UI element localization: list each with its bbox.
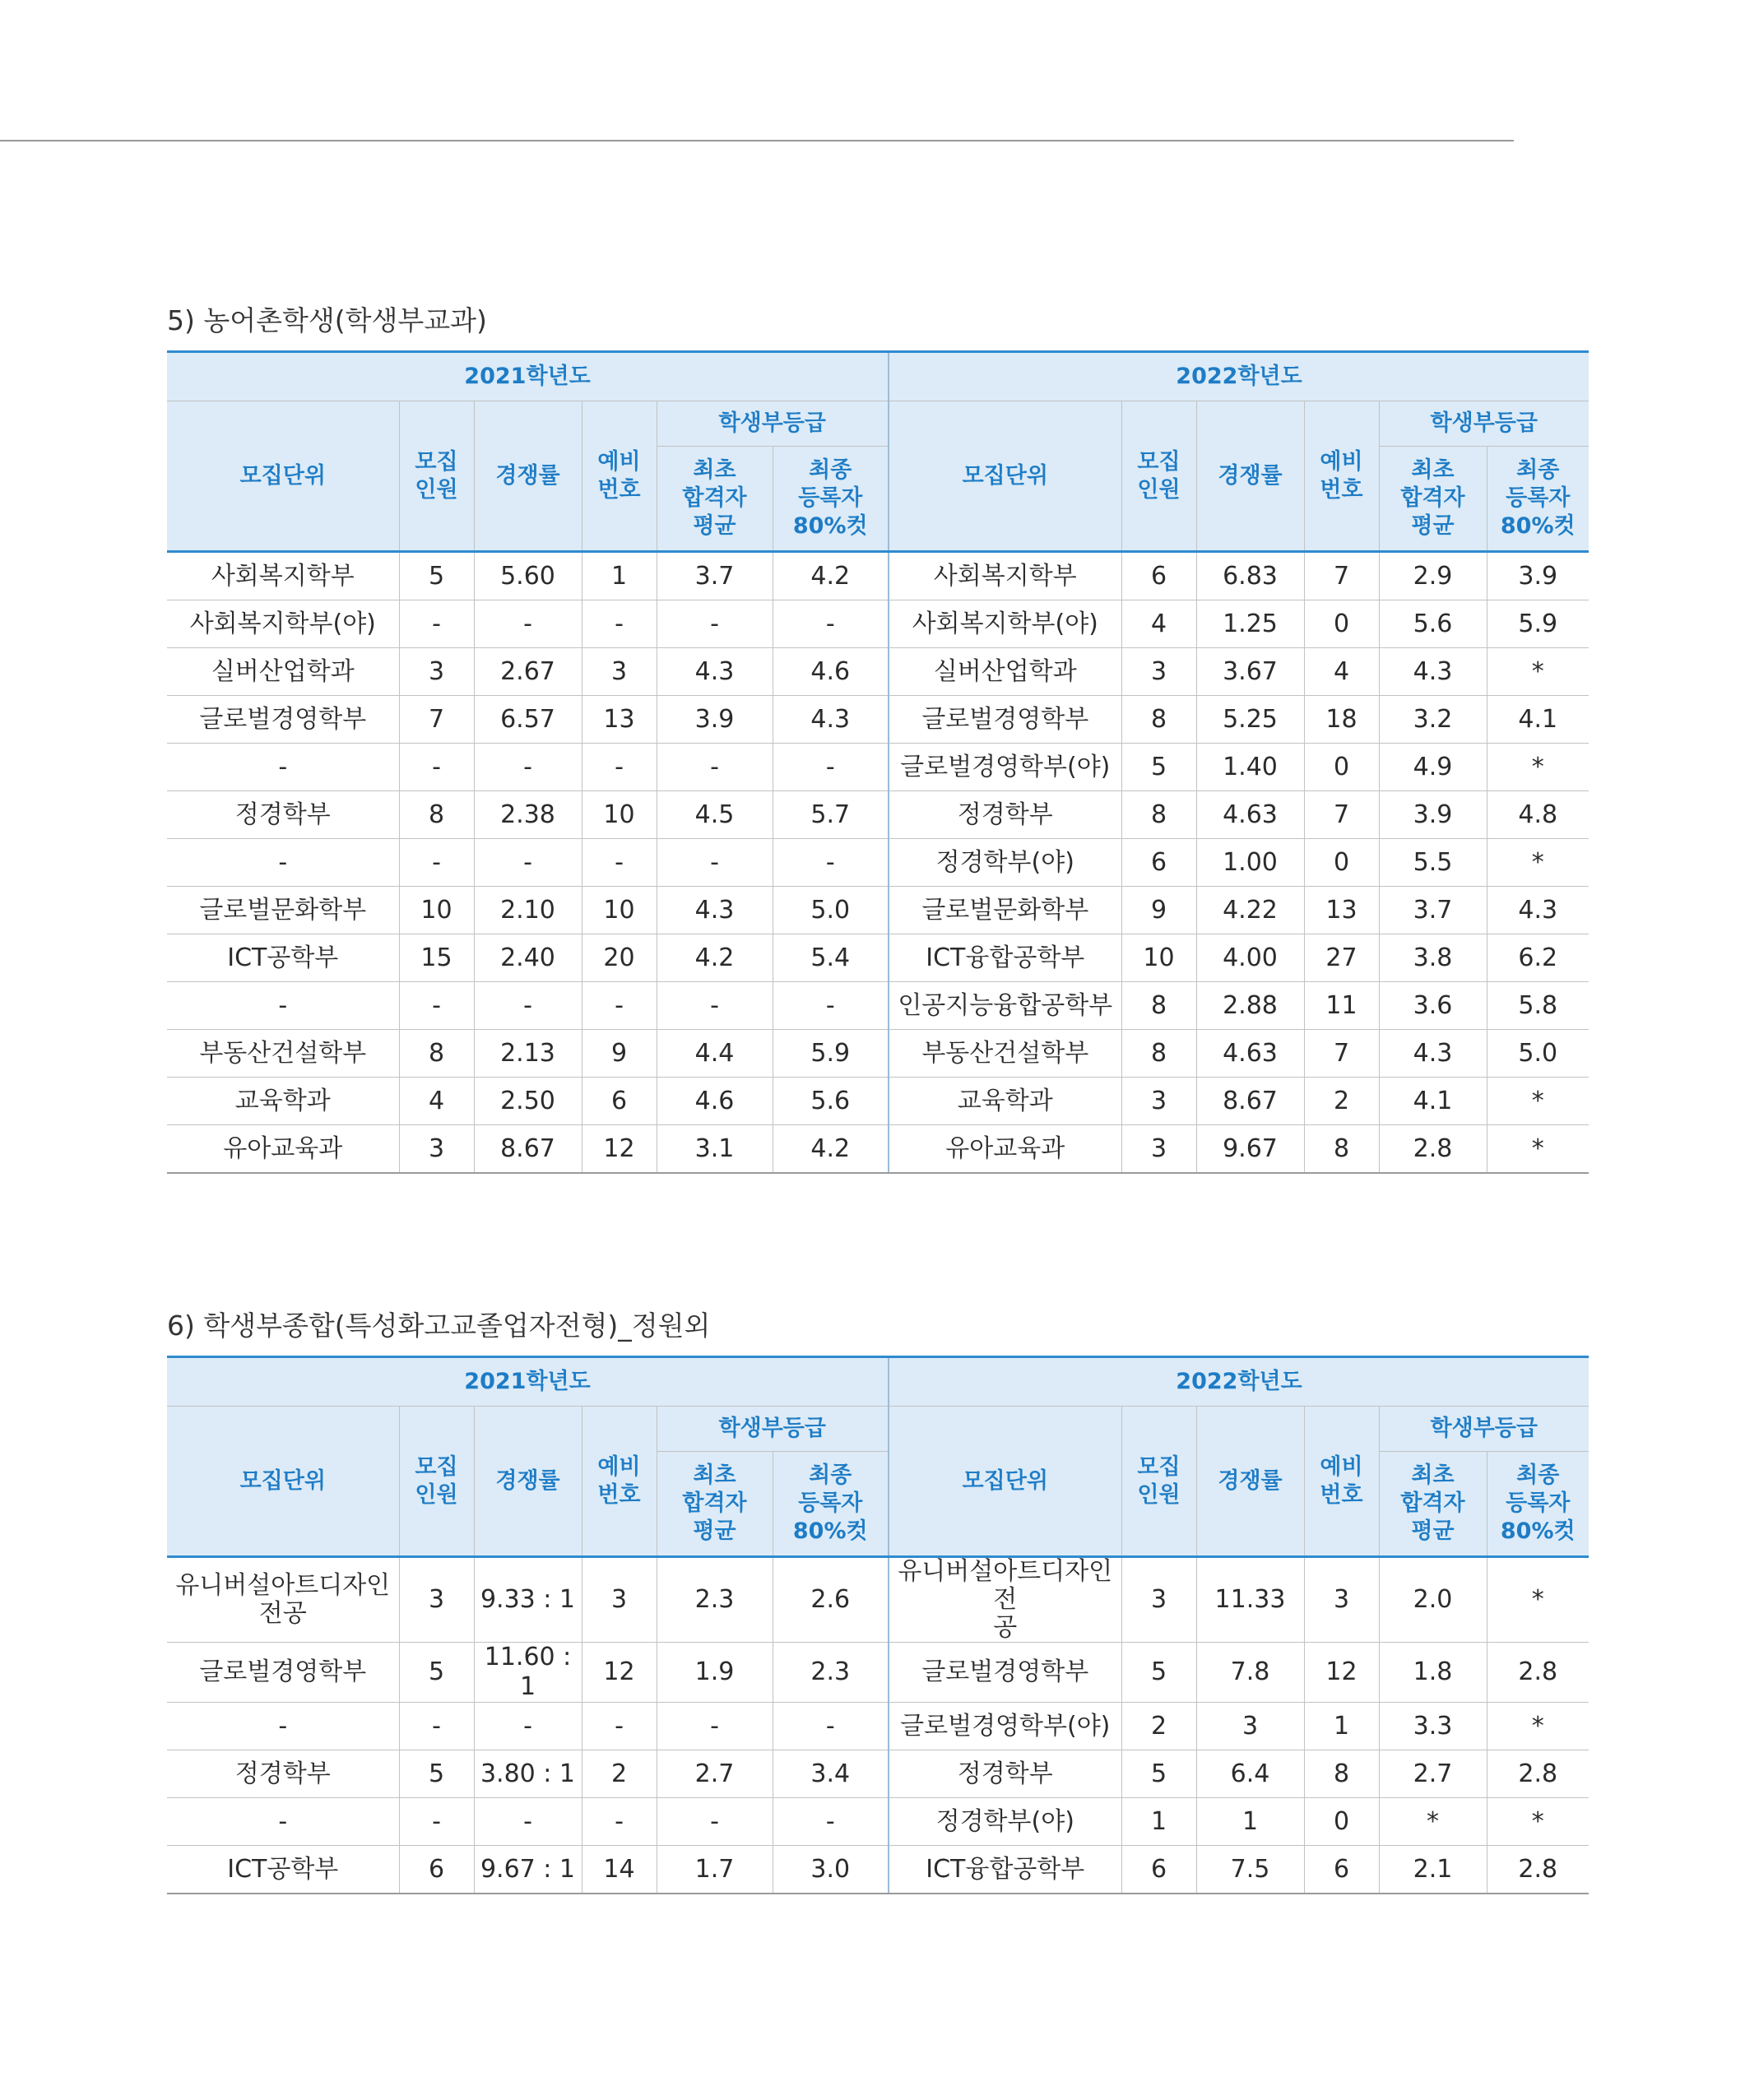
- unit-cell: 사회복지학부(야): [167, 600, 399, 648]
- value-cell: 5.8: [1487, 982, 1589, 1030]
- value-cell: 2.13: [474, 1030, 582, 1078]
- table-row: [167, 887, 1589, 934]
- value-cell: 3: [399, 648, 474, 696]
- unit-cell: 실버산업학과: [167, 648, 399, 696]
- value-cell: 7.8: [1196, 1643, 1304, 1703]
- unit-cell: 글로벌경영학부: [889, 696, 1121, 744]
- value-cell: 5.5: [1379, 839, 1487, 887]
- value-cell: -: [474, 982, 582, 1030]
- unit-cell: ICT공학부: [167, 1846, 399, 1894]
- value-cell: 3.3: [1379, 1703, 1487, 1750]
- value-cell: 3.80 : 1: [474, 1750, 582, 1798]
- value-cell: 6.83: [1196, 552, 1304, 600]
- value-cell: -: [773, 600, 889, 648]
- unit-cell: 인공지능융합공학부: [889, 982, 1121, 1030]
- table-body: [167, 1557, 1589, 1894]
- value-cell: 6: [1121, 839, 1196, 887]
- unit-cell: 부동산건설학부: [889, 1030, 1121, 1078]
- value-cell: 11: [1304, 982, 1379, 1030]
- table-row: [167, 1750, 1589, 1798]
- value-cell: -: [399, 982, 474, 1030]
- value-cell: -: [582, 744, 657, 791]
- unit-cell: 정경학부(야): [889, 1798, 1121, 1846]
- table-row: [167, 1798, 1589, 1846]
- value-cell: 4.63: [1196, 1030, 1304, 1078]
- value-cell: 8: [1121, 791, 1196, 839]
- value-cell: *: [1487, 1557, 1589, 1643]
- value-cell: 2: [582, 1750, 657, 1798]
- unit-cell: 정경학부: [167, 791, 399, 839]
- first-avg-header: 최초 합격자 평균: [1379, 447, 1487, 552]
- value-cell: -: [474, 744, 582, 791]
- value-cell: 3.7: [1379, 887, 1487, 934]
- value-cell: 4.3: [657, 648, 773, 696]
- unit-cell: 유니버설아트디자인 전공: [167, 1557, 399, 1643]
- value-cell: 14: [582, 1846, 657, 1894]
- value-cell: -: [773, 839, 889, 887]
- unit-cell: -: [167, 839, 399, 887]
- value-cell: 6.2: [1487, 934, 1589, 982]
- value-cell: 2.10: [474, 887, 582, 934]
- recruit-header: 모집 인원: [1121, 401, 1196, 552]
- value-cell: -: [582, 1798, 657, 1846]
- section-title: 5) 농어촌학생(학생부교과): [167, 304, 487, 336]
- value-cell: 4.3: [773, 696, 889, 744]
- value-cell: -: [474, 1798, 582, 1846]
- value-cell: 3.2: [1379, 696, 1487, 744]
- value-cell: -: [474, 600, 582, 648]
- value-cell: -: [773, 1798, 889, 1846]
- value-cell: 3.1: [657, 1125, 773, 1174]
- value-cell: 1.7: [657, 1846, 773, 1894]
- value-cell: 4: [399, 1078, 474, 1125]
- value-cell: 9.33 : 1: [474, 1557, 582, 1643]
- unit-cell: 정경학부: [167, 1750, 399, 1798]
- value-cell: 4.22: [1196, 887, 1304, 934]
- value-cell: 2.0: [1379, 1557, 1487, 1643]
- value-cell: 3: [1196, 1703, 1304, 1750]
- value-cell: -: [399, 1798, 474, 1846]
- value-cell: *: [1487, 839, 1589, 887]
- value-cell: 11.60 : 1: [474, 1643, 582, 1703]
- value-cell: 7.5: [1196, 1846, 1304, 1894]
- value-cell: 3: [399, 1125, 474, 1174]
- recruit-header: 모집 인원: [1121, 1407, 1196, 1557]
- value-cell: -: [773, 1703, 889, 1750]
- table-row: [167, 1703, 1589, 1750]
- value-cell: 1: [1304, 1703, 1379, 1750]
- final-cut-header: 최종 등록자 80%컷: [1487, 1452, 1589, 1557]
- value-cell: 4.4: [657, 1030, 773, 1078]
- value-cell: -: [773, 982, 889, 1030]
- table-row: [167, 1643, 1589, 1703]
- value-cell: 2.3: [657, 1557, 773, 1643]
- value-cell: *: [1487, 1703, 1589, 1750]
- value-cell: 6: [1121, 1846, 1196, 1894]
- value-cell: 6.4: [1196, 1750, 1304, 1798]
- value-cell: 2.6: [773, 1557, 889, 1643]
- value-cell: 2.8: [1487, 1643, 1589, 1703]
- table-row: [167, 839, 1589, 887]
- value-cell: 3: [399, 1557, 474, 1643]
- value-cell: 8: [1121, 982, 1196, 1030]
- value-cell: 7: [1304, 791, 1379, 839]
- unit-cell: 글로벌경영학부(야): [889, 1703, 1121, 1750]
- unit-header: 모집단위: [167, 401, 399, 552]
- waitlist-header: 예비 번호: [1304, 1407, 1379, 1557]
- value-cell: 2.9: [1379, 552, 1487, 600]
- waitlist-header: 예비 번호: [582, 401, 657, 552]
- unit-cell: 사회복지학부: [167, 552, 399, 600]
- value-cell: -: [399, 1703, 474, 1750]
- value-cell: 6: [1121, 552, 1196, 600]
- value-cell: 9.67 : 1: [474, 1846, 582, 1894]
- unit-cell: ICT융합공학부: [889, 934, 1121, 982]
- unit-cell: 실버산업학과: [889, 648, 1121, 696]
- value-cell: 2: [1304, 1078, 1379, 1125]
- value-cell: 13: [1304, 887, 1379, 934]
- final-cut-header: 최종 등록자 80%컷: [773, 1452, 889, 1557]
- value-cell: 0: [1304, 1798, 1379, 1846]
- value-cell: 9: [1121, 887, 1196, 934]
- value-cell: 3: [1121, 1125, 1196, 1174]
- competition-header: 경쟁률: [1196, 401, 1304, 552]
- value-cell: 3: [1121, 648, 1196, 696]
- first-avg-header: 최초 합격자 평균: [1379, 1452, 1487, 1557]
- value-cell: 6: [1304, 1846, 1379, 1894]
- unit-cell: 유아교육과: [889, 1125, 1121, 1174]
- year-2021-header: 2021학년도: [167, 1357, 889, 1407]
- value-cell: 0: [1304, 839, 1379, 887]
- unit-header: 모집단위: [889, 1407, 1121, 1557]
- value-cell: 4.5: [657, 791, 773, 839]
- competition-header: 경쟁률: [474, 1407, 582, 1557]
- value-cell: 3: [582, 648, 657, 696]
- unit-cell: 부동산건설학부: [167, 1030, 399, 1078]
- value-cell: 1.40: [1196, 744, 1304, 791]
- section-title: 6) 학생부종합(특성화고교졸업자전형)_정원외: [167, 1310, 711, 1342]
- grade-group-header: 학생부등급: [1379, 401, 1589, 447]
- value-cell: 4.2: [773, 1125, 889, 1174]
- value-cell: 2.8: [1487, 1846, 1589, 1894]
- value-cell: 2.88: [1196, 982, 1304, 1030]
- unit-cell: 사회복지학부: [889, 552, 1121, 600]
- value-cell: -: [657, 600, 773, 648]
- value-cell: 3.8: [1379, 934, 1487, 982]
- unit-cell: -: [167, 744, 399, 791]
- table-row: [167, 1125, 1589, 1174]
- value-cell: 5.7: [773, 791, 889, 839]
- value-cell: 4.9: [1379, 744, 1487, 791]
- value-cell: 3.9: [657, 696, 773, 744]
- year-2021-header: 2021학년도: [167, 352, 889, 401]
- value-cell: 5: [1121, 1643, 1196, 1703]
- value-cell: -: [657, 982, 773, 1030]
- year-2022-header: 2022학년도: [889, 1357, 1589, 1407]
- value-cell: -: [399, 839, 474, 887]
- value-cell: 4.2: [657, 934, 773, 982]
- table-row: [167, 696, 1589, 744]
- table-row: [167, 982, 1589, 1030]
- unit-cell: ICT공학부: [167, 934, 399, 982]
- value-cell: 4.1: [1379, 1078, 1487, 1125]
- table-row: [167, 1846, 1589, 1894]
- value-cell: -: [657, 839, 773, 887]
- value-cell: 10: [399, 887, 474, 934]
- value-cell: 2.8: [1487, 1750, 1589, 1798]
- value-cell: *: [1487, 1798, 1589, 1846]
- value-cell: 4.63: [1196, 791, 1304, 839]
- value-cell: 5: [399, 552, 474, 600]
- table-row: [167, 1030, 1589, 1078]
- value-cell: 3.4: [773, 1750, 889, 1798]
- section-rural-students: [167, 303, 1589, 1174]
- first-avg-header: 최초 합격자 평균: [657, 447, 773, 552]
- value-cell: 5.4: [773, 934, 889, 982]
- value-cell: -: [657, 744, 773, 791]
- value-cell: 4.3: [1379, 648, 1487, 696]
- admission-table: [167, 350, 1589, 1174]
- value-cell: 27: [1304, 934, 1379, 982]
- unit-cell: 유아교육과: [167, 1125, 399, 1174]
- value-cell: -: [657, 1703, 773, 1750]
- value-cell: 5.6: [773, 1078, 889, 1125]
- table-row: [167, 600, 1589, 648]
- value-cell: 1.8: [1379, 1643, 1487, 1703]
- grade-group-header: 학생부등급: [657, 401, 889, 447]
- value-cell: *: [1487, 1125, 1589, 1174]
- value-cell: 4.6: [657, 1078, 773, 1125]
- value-cell: 5: [399, 1750, 474, 1798]
- value-cell: -: [773, 744, 889, 791]
- value-cell: 3: [1121, 1557, 1196, 1643]
- value-cell: 2.1: [1379, 1846, 1487, 1894]
- unit-cell: 글로벌문화학부: [167, 887, 399, 934]
- value-cell: -: [474, 839, 582, 887]
- recruit-header: 모집 인원: [399, 401, 474, 552]
- value-cell: 2.7: [657, 1750, 773, 1798]
- top-divider: [0, 140, 1514, 141]
- unit-cell: 교육학과: [889, 1078, 1121, 1125]
- value-cell: 11.33: [1196, 1557, 1304, 1643]
- value-cell: 4: [1121, 600, 1196, 648]
- competition-header: 경쟁률: [1196, 1407, 1304, 1557]
- unit-cell: 글로벌경영학부: [167, 696, 399, 744]
- value-cell: 13: [582, 696, 657, 744]
- value-cell: 1: [1196, 1798, 1304, 1846]
- value-cell: -: [582, 600, 657, 648]
- value-cell: 1.9: [657, 1643, 773, 1703]
- value-cell: 5.9: [773, 1030, 889, 1078]
- value-cell: 5.0: [773, 887, 889, 934]
- value-cell: -: [582, 1703, 657, 1750]
- value-cell: 1.25: [1196, 600, 1304, 648]
- unit-cell: -: [167, 1703, 399, 1750]
- value-cell: 18: [1304, 696, 1379, 744]
- waitlist-header: 예비 번호: [1304, 401, 1379, 552]
- unit-cell: 정경학부: [889, 1750, 1121, 1798]
- value-cell: 4: [1304, 648, 1379, 696]
- value-cell: -: [399, 744, 474, 791]
- value-cell: 2.7: [1379, 1750, 1487, 1798]
- value-cell: 10: [1121, 934, 1196, 982]
- value-cell: 8: [1121, 696, 1196, 744]
- unit-cell: 글로벌경영학부: [167, 1643, 399, 1703]
- value-cell: 9: [582, 1030, 657, 1078]
- unit-cell: 교육학과: [167, 1078, 399, 1125]
- year-2022-header: 2022학년도: [889, 352, 1589, 401]
- unit-cell: 유니버설아트디자인전 공: [889, 1557, 1121, 1643]
- value-cell: 3.7: [657, 552, 773, 600]
- value-cell: -: [474, 1703, 582, 1750]
- table-row: [167, 744, 1589, 791]
- value-cell: 4.2: [773, 552, 889, 600]
- value-cell: 5.60: [474, 552, 582, 600]
- value-cell: 7: [399, 696, 474, 744]
- unit-cell: 글로벌경영학부(야): [889, 744, 1121, 791]
- value-cell: *: [1487, 1078, 1589, 1125]
- value-cell: -: [399, 600, 474, 648]
- final-cut-header: 최종 등록자 80%컷: [773, 447, 889, 552]
- value-cell: 12: [1304, 1643, 1379, 1703]
- value-cell: 20: [582, 934, 657, 982]
- value-cell: 12: [582, 1125, 657, 1174]
- value-cell: *: [1487, 744, 1589, 791]
- value-cell: 3.67: [1196, 648, 1304, 696]
- value-cell: 3.6: [1379, 982, 1487, 1030]
- table-header: [167, 1357, 1589, 1557]
- table-row: [167, 552, 1589, 600]
- value-cell: 2.40: [474, 934, 582, 982]
- value-cell: 3: [1121, 1078, 1196, 1125]
- value-cell: 5: [1121, 744, 1196, 791]
- value-cell: 4.8: [1487, 791, 1589, 839]
- unit-cell: -: [167, 982, 399, 1030]
- first-avg-header: 최초 합격자 평균: [657, 1452, 773, 1557]
- value-cell: 6: [399, 1846, 474, 1894]
- value-cell: 5: [1121, 1750, 1196, 1798]
- value-cell: 5.6: [1379, 600, 1487, 648]
- value-cell: 8: [1121, 1030, 1196, 1078]
- value-cell: 8: [1304, 1750, 1379, 1798]
- value-cell: 4.3: [657, 887, 773, 934]
- value-cell: 1: [1121, 1798, 1196, 1846]
- value-cell: 8: [399, 791, 474, 839]
- value-cell: 2: [1121, 1703, 1196, 1750]
- value-cell: 3.9: [1379, 791, 1487, 839]
- unit-cell: ICT융합공학부: [889, 1846, 1121, 1894]
- waitlist-header: 예비 번호: [582, 1407, 657, 1557]
- value-cell: 3.0: [773, 1846, 889, 1894]
- unit-cell: 글로벌문화학부: [889, 887, 1121, 934]
- grade-group-header: 학생부등급: [1379, 1407, 1589, 1452]
- competition-header: 경쟁률: [474, 401, 582, 552]
- recruit-header: 모집 인원: [399, 1407, 474, 1557]
- value-cell: 8.67: [1196, 1078, 1304, 1125]
- value-cell: 0: [1304, 744, 1379, 791]
- value-cell: 5: [399, 1643, 474, 1703]
- unit-header: 모집단위: [167, 1407, 399, 1557]
- value-cell: 15: [399, 934, 474, 982]
- unit-cell: 정경학부: [889, 791, 1121, 839]
- value-cell: 5.0: [1487, 1030, 1589, 1078]
- value-cell: -: [657, 1798, 773, 1846]
- value-cell: -: [582, 839, 657, 887]
- value-cell: 2.50: [474, 1078, 582, 1125]
- value-cell: 8.67: [474, 1125, 582, 1174]
- value-cell: 8: [399, 1030, 474, 1078]
- admission-table: [167, 1356, 1589, 1894]
- table-row: [167, 1557, 1589, 1643]
- value-cell: 3.9: [1487, 552, 1589, 600]
- table-row: [167, 1078, 1589, 1125]
- table-header: [167, 352, 1589, 552]
- value-cell: 6: [582, 1078, 657, 1125]
- value-cell: 4.00: [1196, 934, 1304, 982]
- unit-cell: -: [167, 1798, 399, 1846]
- final-cut-header: 최종 등록자 80%컷: [1487, 447, 1589, 552]
- value-cell: 12: [582, 1643, 657, 1703]
- value-cell: 2.8: [1379, 1125, 1487, 1174]
- value-cell: 1: [582, 552, 657, 600]
- grade-group-header: 학생부등급: [657, 1407, 889, 1452]
- value-cell: 2.38: [474, 791, 582, 839]
- value-cell: 4.3: [1379, 1030, 1487, 1078]
- unit-cell: 사회복지학부(야): [889, 600, 1121, 648]
- table-body: [167, 552, 1589, 1174]
- table-row: [167, 648, 1589, 696]
- value-cell: 5.9: [1487, 600, 1589, 648]
- value-cell: 10: [582, 887, 657, 934]
- value-cell: 4.1: [1487, 696, 1589, 744]
- section-vocational-graduates: [167, 1308, 1589, 1894]
- value-cell: *: [1487, 648, 1589, 696]
- unit-header: 모집단위: [889, 401, 1121, 552]
- value-cell: 4.3: [1487, 887, 1589, 934]
- value-cell: 7: [1304, 1030, 1379, 1078]
- value-cell: 5.25: [1196, 696, 1304, 744]
- table-row: [167, 791, 1589, 839]
- unit-cell: 정경학부(야): [889, 839, 1121, 887]
- value-cell: 0: [1304, 600, 1379, 648]
- value-cell: 2.67: [474, 648, 582, 696]
- value-cell: 6.57: [474, 696, 582, 744]
- value-cell: 2.3: [773, 1643, 889, 1703]
- value-cell: 3: [582, 1557, 657, 1643]
- value-cell: 10: [582, 791, 657, 839]
- value-cell: 7: [1304, 552, 1379, 600]
- value-cell: 9.67: [1196, 1125, 1304, 1174]
- table-row: [167, 934, 1589, 982]
- value-cell: -: [582, 982, 657, 1030]
- value-cell: 4.6: [773, 648, 889, 696]
- unit-cell: 글로벌경영학부: [889, 1643, 1121, 1703]
- value-cell: *: [1379, 1798, 1487, 1846]
- value-cell: 8: [1304, 1125, 1379, 1174]
- value-cell: 1.00: [1196, 839, 1304, 887]
- value-cell: 3: [1304, 1557, 1379, 1643]
